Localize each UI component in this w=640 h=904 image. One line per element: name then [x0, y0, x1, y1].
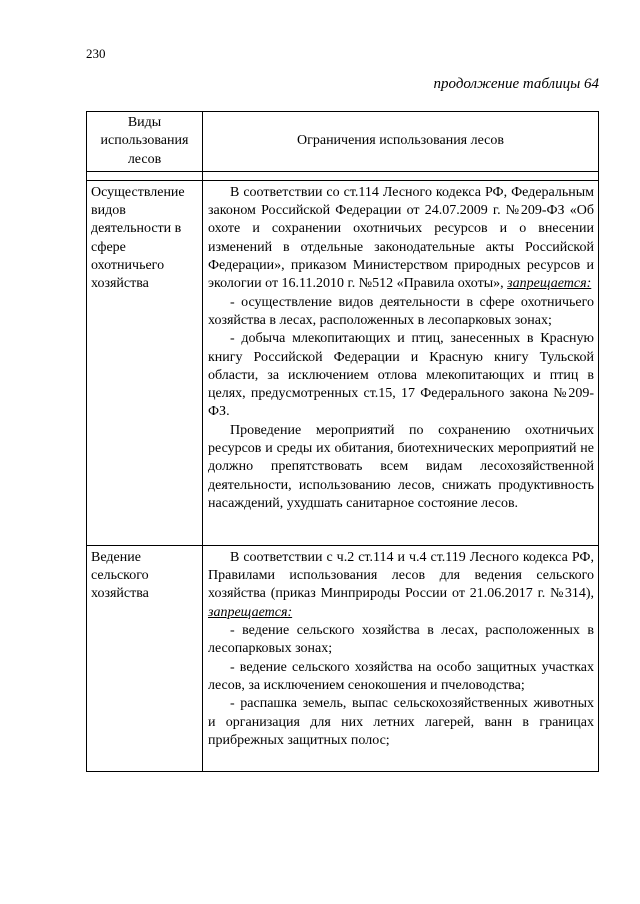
table-row [87, 545, 599, 771]
table-header-row [87, 112, 599, 172]
paragraph: - ведение сельского хозяйства на особо защитных участках лесов, за исключением сенокошения и пчеловодства; [208, 659, 594, 693]
paragraph: Проведение мероприятий по сохранению охотничьих ресурсов и среды их обитания, биотехнических мероприятий не должно препятствовать всем видам лесохозяйственной деятельности, использованию лесов, снижать продуктивность насаждений, ухудшать санитарное состояние лесов. [208, 422, 594, 511]
paragraph: - осуществление видов деятельности в сфере охотничьего хозяйства в лесах, расположенных в лесопарковых зонах; [208, 294, 594, 328]
table-continuation-caption: продолжение таблицы 64 [433, 76, 599, 92]
paragraph-text: В соответствии со ст.114 Лесного кодекса РФ, Федеральным законом Российской Федерации от 24.07.2009 г. №209-ФЗ «Об охоте и сохранении охотничьих ресурсов и о внесении изменений в отдельные законодательные акты Российской Федерации», приказом Министерством природных ресурсов и экологии от 16.11.2010 г. №512 «Правила охоты», [208, 184, 594, 292]
paragraph [208, 184, 594, 294]
table-spacer-row [87, 171, 599, 180]
row-restrictions-hunting [203, 180, 599, 545]
row-kind-agriculture: Ведение сельского хозяйства [87, 545, 203, 771]
paragraph: - распашка земель, выпас сельскохозяйственных животных и организация для них летних лагерей, ванн в границах прибрежных защитных полос; [208, 696, 594, 748]
page-number: 230 [86, 46, 106, 61]
row-restrictions-agriculture [203, 545, 599, 771]
prohibited-emphasis: запрещается: [507, 276, 592, 292]
paragraph-text: В соответствии с ч.2 ст.114 и ч.4 ст.119 Лесного кодекса РФ, Правилами использования лесов для ведения сельского хозяйства (приказ Минприроды России от 21.06.2017 г. №314), [208, 549, 594, 602]
paragraph: - добыча млекопитающих и птиц, занесенных в Красную книгу Российской Федерации и Красную книгу Тульской области, за исключением отлова млекопитающих и птиц в целях, предусмотренных ст.15, 17 Федерального закона №209-ФЗ. [208, 331, 594, 420]
restrictions-table [86, 111, 599, 772]
paragraph: - ведение сельского хозяйства в лесах, расположенных в лесопарковых зонах; [208, 623, 594, 657]
prohibited-emphasis: запрещается: [208, 604, 293, 620]
header-forest-use-restrictions: Ограничения использования лесов [203, 112, 599, 172]
row-kind-hunting: Осуществление видов деятельности в сфере охотничьего хозяйства [87, 180, 203, 545]
table-row [87, 180, 599, 545]
header-forest-use-types: Виды использования лесов [87, 112, 203, 172]
paragraph [208, 549, 594, 622]
